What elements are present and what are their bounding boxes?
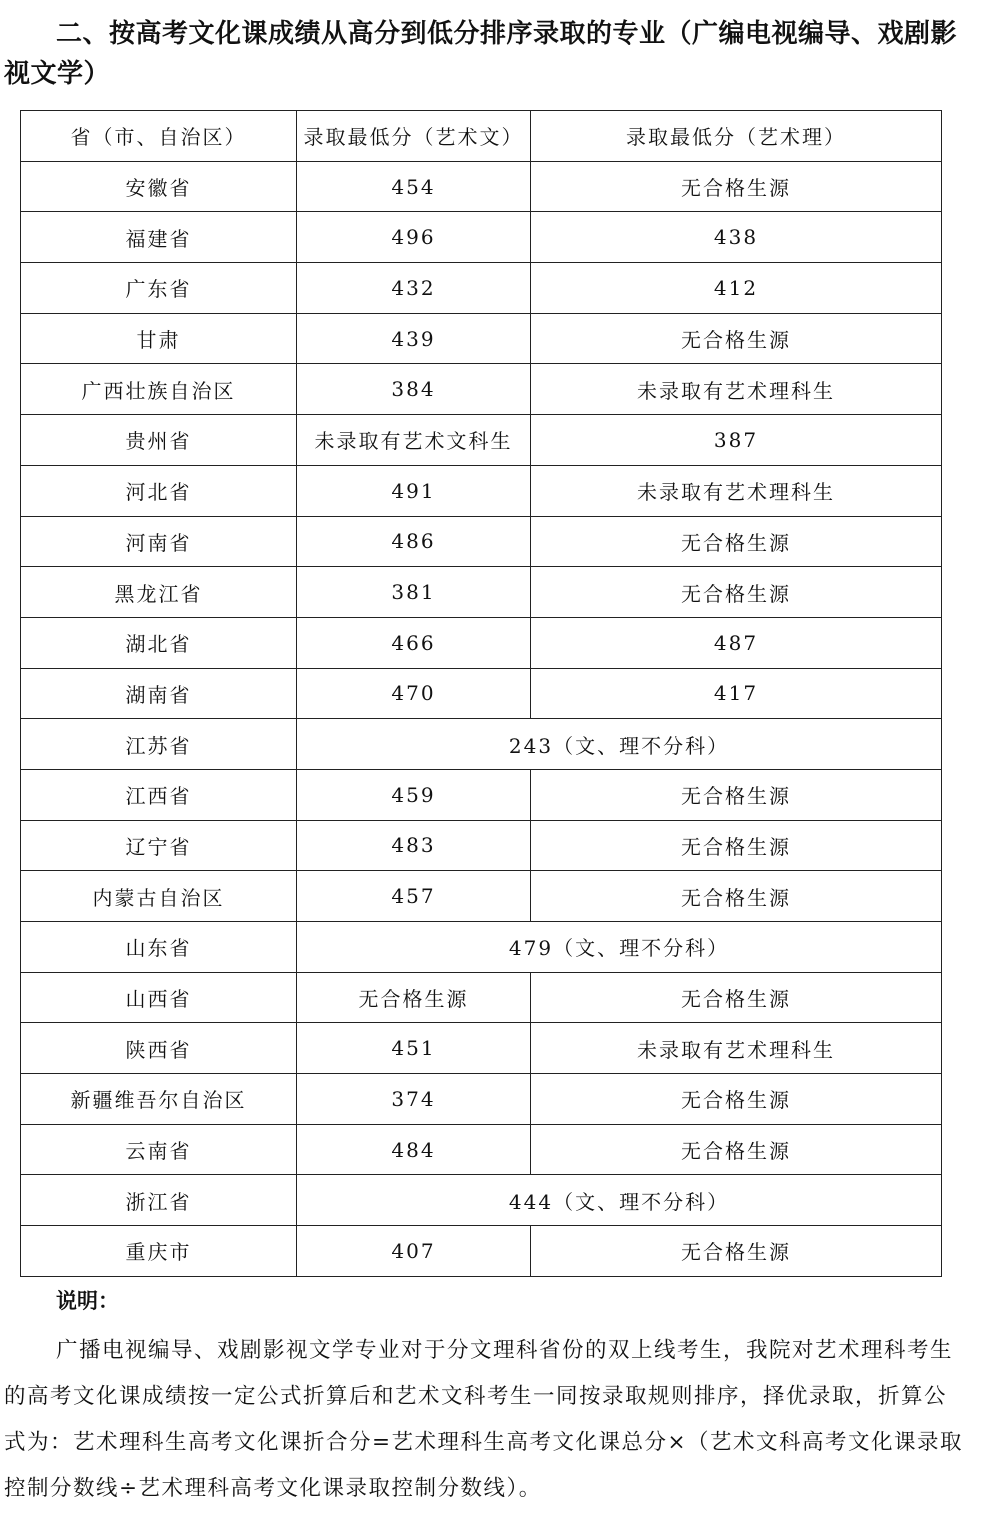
art-liberal-score-cell: 439 <box>297 313 531 364</box>
province-cell: 重庆市 <box>21 1226 297 1277</box>
art-liberal-score-cell: 491 <box>297 465 531 516</box>
art-liberal-score-cell: 486 <box>297 516 531 567</box>
header-province: 省（市、自治区） <box>21 111 297 162</box>
header-art-science-min: 录取最低分（艺术理） <box>531 111 942 162</box>
province-cell: 贵州省 <box>21 415 297 466</box>
table-row <box>21 668 942 719</box>
province-cell: 内蒙古自治区 <box>21 871 297 922</box>
table-row <box>21 972 942 1023</box>
table-row <box>21 567 942 618</box>
art-liberal-score-cell: 466 <box>297 617 531 668</box>
art-liberal-score-cell: 484 <box>297 1124 531 1175</box>
province-cell: 新疆维吾尔自治区 <box>21 1074 297 1125</box>
combined-score-cell: 243（文、理不分科） <box>297 719 942 770</box>
table-body <box>21 161 942 1276</box>
table-row <box>21 465 942 516</box>
province-cell: 山西省 <box>21 972 297 1023</box>
province-cell: 黑龙江省 <box>21 567 297 618</box>
art-liberal-score-cell: 459 <box>297 769 531 820</box>
province-cell: 浙江省 <box>21 1175 297 1226</box>
art-liberal-score-cell: 470 <box>297 668 531 719</box>
note-title: 说明： <box>56 1289 119 1313</box>
table-row <box>21 719 942 770</box>
section-heading: 二、按高考文化课成绩从高分到低分排序录取的专业（广编电视编导、戏剧影视文学） <box>4 19 958 89</box>
art-science-score-cell: 无合格生源 <box>531 1226 942 1277</box>
art-science-score-cell: 无合格生源 <box>531 1124 942 1175</box>
art-science-score-cell: 无合格生源 <box>531 1074 942 1125</box>
province-cell: 河北省 <box>21 465 297 516</box>
table-row <box>21 1023 942 1074</box>
art-liberal-score-cell: 无合格生源 <box>297 972 531 1023</box>
art-science-score-cell: 387 <box>531 415 942 466</box>
province-cell: 江西省 <box>21 769 297 820</box>
note-body: 广播电视编导、戏剧影视文学专业对于分文理科省份的双上线考生，我院对艺术理科考生的高考文化课成绩按一定公式折算后和艺术文科考生一同按录取规则排序，择优录取，折算公式为：艺术理科生高考文化课折合分=艺术理科生高考文化课总分×（艺术文科高考文化课录取控制分数线÷艺术理科高考文化课录取控制分数线）。 <box>4 1338 964 1501</box>
table-row <box>21 313 942 364</box>
art-science-score-cell: 487 <box>531 617 942 668</box>
art-science-score-cell: 无合格生源 <box>531 820 942 871</box>
table-row <box>21 769 942 820</box>
table-row <box>21 263 942 314</box>
art-liberal-score-cell: 384 <box>297 364 531 415</box>
art-liberal-score-cell: 454 <box>297 161 531 212</box>
table-row <box>21 415 942 466</box>
art-liberal-score-cell: 457 <box>297 871 531 922</box>
combined-score-cell: 479（文、理不分科） <box>297 922 942 973</box>
province-cell: 福建省 <box>21 212 297 263</box>
art-liberal-score-cell: 未录取有艺术文科生 <box>297 415 531 466</box>
province-cell: 湖北省 <box>21 617 297 668</box>
art-liberal-score-cell: 432 <box>297 263 531 314</box>
art-science-score-cell: 无合格生源 <box>531 871 942 922</box>
art-liberal-score-cell: 407 <box>297 1226 531 1277</box>
art-science-score-cell: 无合格生源 <box>531 516 942 567</box>
art-science-score-cell: 未录取有艺术理科生 <box>531 364 942 415</box>
table-row <box>21 922 942 973</box>
province-cell: 安徽省 <box>21 161 297 212</box>
art-liberal-score-cell: 483 <box>297 820 531 871</box>
table-row <box>21 1175 942 1226</box>
province-cell: 广西壮族自治区 <box>21 364 297 415</box>
province-cell: 云南省 <box>21 1124 297 1175</box>
art-science-score-cell: 无合格生源 <box>531 567 942 618</box>
art-science-score-cell: 无合格生源 <box>531 769 942 820</box>
table-header-row <box>21 111 942 162</box>
table-row <box>21 161 942 212</box>
art-science-score-cell: 未录取有艺术理科生 <box>531 465 942 516</box>
art-science-score-cell: 无合格生源 <box>531 313 942 364</box>
art-liberal-score-cell: 496 <box>297 212 531 263</box>
province-cell: 辽宁省 <box>21 820 297 871</box>
header-art-liberal-min: 录取最低分（艺术文） <box>297 111 531 162</box>
art-science-score-cell: 无合格生源 <box>531 972 942 1023</box>
table-row <box>21 820 942 871</box>
admission-score-table <box>20 110 942 1277</box>
table-row <box>21 1074 942 1125</box>
art-science-score-cell: 412 <box>531 263 942 314</box>
table-row <box>21 871 942 922</box>
table-row <box>21 516 942 567</box>
art-liberal-score-cell: 381 <box>297 567 531 618</box>
combined-score-cell: 444（文、理不分科） <box>297 1175 942 1226</box>
table-row <box>21 1226 942 1277</box>
province-cell: 广东省 <box>21 263 297 314</box>
art-science-score-cell: 438 <box>531 212 942 263</box>
province-cell: 江苏省 <box>21 719 297 770</box>
province-cell: 山东省 <box>21 922 297 973</box>
art-science-score-cell: 417 <box>531 668 942 719</box>
table-row <box>21 364 942 415</box>
province-cell: 湖南省 <box>21 668 297 719</box>
art-science-score-cell: 无合格生源 <box>531 161 942 212</box>
art-science-score-cell: 未录取有艺术理科生 <box>531 1023 942 1074</box>
table-row <box>21 617 942 668</box>
art-liberal-score-cell: 451 <box>297 1023 531 1074</box>
province-cell: 陕西省 <box>21 1023 297 1074</box>
table-row <box>21 212 942 263</box>
table-row <box>21 1124 942 1175</box>
art-liberal-score-cell: 374 <box>297 1074 531 1125</box>
province-cell: 甘肃 <box>21 313 297 364</box>
province-cell: 河南省 <box>21 516 297 567</box>
